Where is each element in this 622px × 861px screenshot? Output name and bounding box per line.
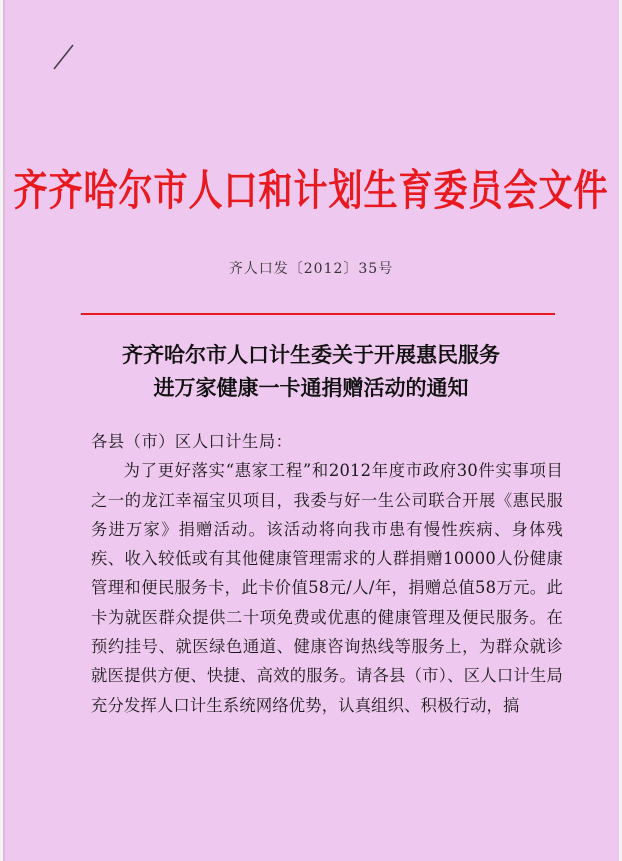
red-separator-line — [81, 313, 555, 315]
document-number: 齐人口发〔2012〕35号 — [228, 261, 394, 277]
notice-title — [3, 338, 619, 404]
body-paragraph: 为了更好落实“惠家工程”和2012年度市政府30件实事项目之一的龙江幸福宝贝项目，我委与好一生公司联合开展《惠民服务进万家》捐赠活动。该活动将向我市患有慢性疾病、身体残疾、收入较低或有其他健康管理需求的人群捐赠10000人份健康管理和便民服务卡，此卡价值58元/人/年，捐赠总值58万元。此卡为就医群众提供二十项免费或优惠的健康管理及便民服务。在预约挂号、就医绿色通道、健康咨询热线等服务上，为群众就诊就医提供方便、快捷、高效的服务。请各县（市）、区人口计生局充分发挥人口计生系统网络优势，认真组织、积极行动，搞 — [91, 461, 563, 715]
pen-stroke-mark — [48, 42, 78, 72]
salutation: 各县（市）区人口计生局： — [91, 432, 293, 451]
notice-body — [91, 427, 563, 720]
notice-title-line-1: 齐齐哈尔市人口计生委关于开展惠民服务 — [122, 342, 500, 367]
page-edge-shadow — [3, 0, 6, 861]
masthead-title: 齐齐哈尔市人口和计划生育委员会文件 — [13, 166, 609, 217]
notice-title-line-2: 进万家健康一卡通捐赠活动的通知 — [153, 375, 469, 400]
document-page — [3, 0, 619, 861]
